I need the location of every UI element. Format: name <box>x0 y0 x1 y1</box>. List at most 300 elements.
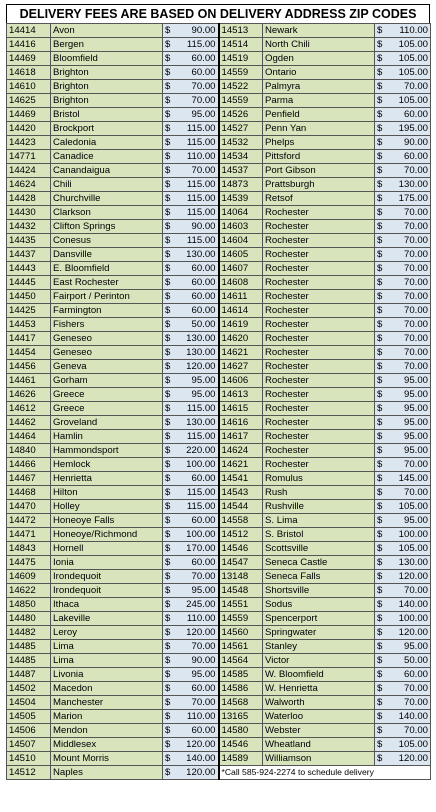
fee-cell <box>163 290 219 304</box>
city-cell: Chili <box>51 178 163 192</box>
fee-cell <box>375 262 431 276</box>
fee-amount: 115.00 <box>186 431 216 442</box>
city-cell: Greece <box>51 402 163 416</box>
currency-symbol: $ <box>377 123 383 134</box>
fee-cell <box>375 178 431 192</box>
zip-cell: 14506 <box>7 724 51 738</box>
fee-amount: 120.00 <box>398 753 428 764</box>
fee-cell <box>375 374 431 388</box>
currency-symbol: $ <box>165 319 171 330</box>
zip-cell: 14559 <box>219 66 263 80</box>
fee-amount: 175.00 <box>398 193 428 204</box>
fee-cell <box>163 528 219 542</box>
currency-symbol: $ <box>377 95 383 106</box>
city-cell: Clarkson <box>51 206 163 220</box>
city-cell: Clifton Springs <box>51 220 163 234</box>
currency-symbol: $ <box>377 235 383 246</box>
table-row <box>7 598 431 612</box>
fee-cell <box>163 682 219 696</box>
fee-amount: 60.00 <box>191 557 216 568</box>
table-row <box>7 444 431 458</box>
city-cell: Bloomfield <box>51 52 163 66</box>
city-cell: Walworth <box>263 696 375 710</box>
currency-symbol: $ <box>165 347 171 358</box>
city-cell: Romulus <box>263 472 375 486</box>
city-cell: Irondequoit <box>51 584 163 598</box>
city-cell: Phelps <box>263 136 375 150</box>
fee-cell <box>163 472 219 486</box>
fee-cell <box>375 724 431 738</box>
fee-amount: 145.00 <box>398 473 428 484</box>
fee-amount: 70.00 <box>403 165 428 176</box>
table-row <box>7 696 431 710</box>
table-row <box>7 290 431 304</box>
currency-symbol: $ <box>165 459 171 470</box>
zip-cell: 14507 <box>7 738 51 752</box>
fee-amount: 100.00 <box>398 529 428 540</box>
fee-cell <box>163 52 219 66</box>
city-cell: Marion <box>51 710 163 724</box>
fee-amount: 120.00 <box>186 767 216 778</box>
currency-symbol: $ <box>377 389 383 400</box>
city-cell: Middlesex <box>51 738 163 752</box>
fee-cell <box>163 346 219 360</box>
city-cell: Dansville <box>51 248 163 262</box>
fee-cell <box>375 52 431 66</box>
zip-cell: 14454 <box>7 346 51 360</box>
zip-cell: 14625 <box>7 94 51 108</box>
zip-cell: 14526 <box>219 108 263 122</box>
currency-symbol: $ <box>377 473 383 484</box>
zip-cell: 14606 <box>219 374 263 388</box>
fee-cell <box>375 318 431 332</box>
city-cell: Webster <box>263 724 375 738</box>
fee-amount: 100.00 <box>186 459 216 470</box>
currency-symbol: $ <box>165 739 171 750</box>
fee-cell <box>163 206 219 220</box>
currency-symbol: $ <box>377 151 383 162</box>
table-row <box>7 752 431 766</box>
table-row <box>7 486 431 500</box>
currency-symbol: $ <box>377 67 383 78</box>
city-cell: Rochester <box>263 402 375 416</box>
fee-amount: 60.00 <box>191 277 216 288</box>
zip-cell: 14603 <box>219 220 263 234</box>
fee-amount: 60.00 <box>191 67 216 78</box>
currency-symbol: $ <box>165 585 171 596</box>
sheet-title: DELIVERY FEES ARE BASED ON DELIVERY ADDRESS ZIP CODES <box>6 4 430 23</box>
fee-cell <box>163 332 219 346</box>
zip-cell: 14467 <box>7 472 51 486</box>
fee-amount: 95.00 <box>191 585 216 596</box>
zip-cell: 14617 <box>219 430 263 444</box>
city-cell: Hamlin <box>51 430 163 444</box>
fee-cell <box>163 738 219 752</box>
currency-symbol: $ <box>377 333 383 344</box>
fee-amount: 95.00 <box>403 641 428 652</box>
city-cell: Holley <box>51 500 163 514</box>
fee-cell <box>375 486 431 500</box>
fee-cell <box>375 570 431 584</box>
zip-cell: 14435 <box>7 234 51 248</box>
currency-symbol: $ <box>165 711 171 722</box>
fee-amount: 70.00 <box>403 263 428 274</box>
city-cell: Victor <box>263 654 375 668</box>
fee-amount: 90.00 <box>191 655 216 666</box>
zip-cell: 14475 <box>7 556 51 570</box>
city-cell: Waterloo <box>263 710 375 724</box>
city-cell: East Rochester <box>51 276 163 290</box>
fee-cell <box>163 150 219 164</box>
table-row <box>7 150 431 164</box>
fee-amount: 60.00 <box>403 151 428 162</box>
zip-cell: 14514 <box>219 38 263 52</box>
city-cell: Springwater <box>263 626 375 640</box>
fee-cell <box>163 318 219 332</box>
city-cell: Seneca Castle <box>263 556 375 570</box>
fee-amount: 105.00 <box>398 39 428 50</box>
city-cell: Seneca Falls <box>263 570 375 584</box>
zip-cell: 14559 <box>219 94 263 108</box>
currency-symbol: $ <box>165 137 171 148</box>
fee-amount: 120.00 <box>398 627 428 638</box>
currency-symbol: $ <box>377 739 383 750</box>
fee-cell <box>375 626 431 640</box>
fee-amount: 115.00 <box>186 123 216 134</box>
table-row <box>7 108 431 122</box>
zip-cell: 14471 <box>7 528 51 542</box>
city-cell: Hilton <box>51 486 163 500</box>
zip-cell: 14627 <box>219 360 263 374</box>
zip-cell: 14534 <box>219 150 263 164</box>
currency-symbol: $ <box>165 95 171 106</box>
fee-amount: 130.00 <box>186 333 216 344</box>
city-cell: Rochester <box>263 248 375 262</box>
fee-amount: 110.00 <box>186 151 216 162</box>
currency-symbol: $ <box>377 347 383 358</box>
fee-amount: 115.00 <box>186 403 216 414</box>
zip-cell: 14482 <box>7 626 51 640</box>
fee-amount: 115.00 <box>186 193 216 204</box>
city-cell: Mount Morris <box>51 752 163 766</box>
city-cell: Caledonia <box>51 136 163 150</box>
city-cell: Brighton <box>51 94 163 108</box>
fee-amount: 170.00 <box>186 543 216 554</box>
currency-symbol: $ <box>377 319 383 330</box>
currency-symbol: $ <box>165 669 171 680</box>
city-cell: Canandaigua <box>51 164 163 178</box>
table-row <box>7 374 431 388</box>
fee-cell <box>375 80 431 94</box>
city-cell: Geneseo <box>51 332 163 346</box>
fee-cell <box>375 500 431 514</box>
fee-amount: 70.00 <box>403 361 428 372</box>
fee-amount: 105.00 <box>398 739 428 750</box>
zip-cell: 14512 <box>219 528 263 542</box>
zip-cell: 14425 <box>7 304 51 318</box>
city-cell: Penfield <box>263 108 375 122</box>
currency-symbol: $ <box>377 753 383 764</box>
zip-cell: 14487 <box>7 668 51 682</box>
zip-cell: 14417 <box>7 332 51 346</box>
city-cell: Prattsburgh <box>263 178 375 192</box>
fee-cell <box>163 304 219 318</box>
table-row <box>7 318 431 332</box>
currency-symbol: $ <box>377 291 383 302</box>
currency-symbol: $ <box>165 277 171 288</box>
currency-symbol: $ <box>377 207 383 218</box>
fee-cell <box>163 234 219 248</box>
currency-symbol: $ <box>165 403 171 414</box>
fee-cell <box>163 402 219 416</box>
city-cell: Lima <box>51 654 163 668</box>
zip-cell: 14560 <box>219 626 263 640</box>
fee-cell <box>375 192 431 206</box>
zip-cell: 14505 <box>7 710 51 724</box>
fee-amount: 105.00 <box>398 501 428 512</box>
zip-cell: 14547 <box>219 556 263 570</box>
fee-amount: 115.00 <box>186 39 216 50</box>
fee-cell <box>163 192 219 206</box>
fee-amount: 95.00 <box>403 445 428 456</box>
zip-cell: 14548 <box>219 584 263 598</box>
fee-cell <box>375 696 431 710</box>
zip-cell: 14512 <box>7 766 51 780</box>
fee-cell <box>375 24 431 38</box>
currency-symbol: $ <box>165 81 171 92</box>
fee-amount: 70.00 <box>403 277 428 288</box>
currency-symbol: $ <box>377 445 383 456</box>
fee-amount: 95.00 <box>403 515 428 526</box>
city-cell: Ontario <box>263 66 375 80</box>
fee-amount: 70.00 <box>403 291 428 302</box>
city-cell: Shortsville <box>263 584 375 598</box>
table-row <box>7 304 431 318</box>
fee-cell <box>375 682 431 696</box>
zip-cell: 14619 <box>219 318 263 332</box>
fee-cell <box>375 122 431 136</box>
fee-amount: 60.00 <box>403 109 428 120</box>
city-cell: Williamson <box>263 752 375 766</box>
fee-cell <box>163 178 219 192</box>
table-row <box>7 276 431 290</box>
currency-symbol: $ <box>377 193 383 204</box>
currency-symbol: $ <box>165 501 171 512</box>
city-cell: Farmington <box>51 304 163 318</box>
currency-symbol: $ <box>165 165 171 176</box>
table-row <box>7 542 431 556</box>
fee-amount: 70.00 <box>403 249 428 260</box>
fee-amount: 90.00 <box>191 221 216 232</box>
currency-symbol: $ <box>377 487 383 498</box>
fee-cell <box>375 458 431 472</box>
city-cell: Fairport / Perinton <box>51 290 163 304</box>
zip-cell: 14468 <box>7 486 51 500</box>
fee-amount: 95.00 <box>191 669 216 680</box>
fee-amount: 95.00 <box>403 403 428 414</box>
fee-amount: 95.00 <box>403 431 428 442</box>
table-row <box>7 164 431 178</box>
currency-symbol: $ <box>165 249 171 260</box>
fee-cell <box>375 416 431 430</box>
city-cell: Rushville <box>263 500 375 514</box>
currency-symbol: $ <box>377 529 383 540</box>
currency-symbol: $ <box>377 501 383 512</box>
city-cell: Bergen <box>51 38 163 52</box>
zip-cell: 14608 <box>219 276 263 290</box>
fee-amount: 105.00 <box>398 95 428 106</box>
fee-cell <box>375 108 431 122</box>
currency-symbol: $ <box>165 767 171 778</box>
city-cell: E. Bloomfield <box>51 262 163 276</box>
city-cell: Penn Yan <box>263 122 375 136</box>
currency-symbol: $ <box>165 655 171 666</box>
fee-cell <box>163 360 219 374</box>
city-cell: Gorham <box>51 374 163 388</box>
zip-cell: 14464 <box>7 430 51 444</box>
fee-amount: 115.00 <box>186 207 216 218</box>
fee-cell <box>163 696 219 710</box>
fee-amount: 70.00 <box>191 571 216 582</box>
fee-cell <box>163 122 219 136</box>
zip-cell: 14502 <box>7 682 51 696</box>
city-cell: Rochester <box>263 276 375 290</box>
fee-cell <box>375 598 431 612</box>
zip-cell: 14546 <box>219 542 263 556</box>
currency-symbol: $ <box>377 81 383 92</box>
zip-cell: 14580 <box>219 724 263 738</box>
currency-symbol: $ <box>165 235 171 246</box>
currency-symbol: $ <box>165 627 171 638</box>
fee-amount: 70.00 <box>191 697 216 708</box>
currency-symbol: $ <box>165 571 171 582</box>
table-row <box>7 178 431 192</box>
currency-symbol: $ <box>377 305 383 316</box>
zip-cell: 14616 <box>219 416 263 430</box>
zip-cell: 14558 <box>219 514 263 528</box>
delivery-note: *Call 585-924-2274 to schedule delivery <box>219 766 431 780</box>
zip-cell: 14612 <box>7 402 51 416</box>
city-cell: Retsof <box>263 192 375 206</box>
city-cell: Rochester <box>263 234 375 248</box>
fee-cell <box>375 612 431 626</box>
table-row <box>7 206 431 220</box>
currency-symbol: $ <box>377 655 383 666</box>
zip-cell: 14604 <box>219 234 263 248</box>
fee-cell <box>163 500 219 514</box>
table-row <box>7 682 431 696</box>
zip-cell: 14621 <box>219 458 263 472</box>
city-cell: Irondequoit <box>51 570 163 584</box>
currency-symbol: $ <box>377 375 383 386</box>
city-cell: Wheatland <box>263 738 375 752</box>
zip-cell: 14607 <box>219 262 263 276</box>
fee-cell <box>375 584 431 598</box>
table-row <box>7 654 431 668</box>
zip-cell: 14445 <box>7 276 51 290</box>
zip-cell: 14585 <box>219 668 263 682</box>
city-cell: Rochester <box>263 220 375 234</box>
zip-cell: 14539 <box>219 192 263 206</box>
zip-cell: 14430 <box>7 206 51 220</box>
table-row <box>7 738 431 752</box>
zip-cell: 14522 <box>219 80 263 94</box>
currency-symbol: $ <box>377 711 383 722</box>
fee-cell <box>163 94 219 108</box>
fee-amount: 70.00 <box>191 641 216 652</box>
city-cell: Sodus <box>263 598 375 612</box>
fee-cell <box>375 402 431 416</box>
currency-symbol: $ <box>377 683 383 694</box>
fee-cell <box>375 346 431 360</box>
city-cell: Rush <box>263 486 375 500</box>
currency-symbol: $ <box>165 445 171 456</box>
fee-cell <box>375 542 431 556</box>
city-cell: Ionia <box>51 556 163 570</box>
fee-cell <box>163 556 219 570</box>
zip-cell: 14609 <box>7 570 51 584</box>
zip-cell: 14537 <box>219 164 263 178</box>
fee-cell <box>375 220 431 234</box>
fee-cell <box>163 640 219 654</box>
city-cell: Rochester <box>263 290 375 304</box>
fee-amount: 70.00 <box>403 221 428 232</box>
fee-cell <box>375 738 431 752</box>
zip-cell: 14564 <box>219 654 263 668</box>
table-row <box>7 38 431 52</box>
city-cell: Honeoye Falls <box>51 514 163 528</box>
fee-amount: 105.00 <box>398 67 428 78</box>
fee-amount: 70.00 <box>191 95 216 106</box>
table-row <box>7 430 431 444</box>
zip-cell: 14485 <box>7 640 51 654</box>
fee-amount: 110.00 <box>186 711 216 722</box>
zip-cell: 14611 <box>219 290 263 304</box>
city-cell: Stanley <box>263 640 375 654</box>
currency-symbol: $ <box>165 613 171 624</box>
table-row <box>7 416 431 430</box>
zip-cell: 14443 <box>7 262 51 276</box>
fee-amount: 70.00 <box>403 585 428 596</box>
fee-cell <box>163 220 219 234</box>
fee-cell <box>163 710 219 724</box>
fee-amount: 120.00 <box>398 571 428 582</box>
currency-symbol: $ <box>377 221 383 232</box>
currency-symbol: $ <box>165 333 171 344</box>
city-cell: Rochester <box>263 374 375 388</box>
currency-symbol: $ <box>377 361 383 372</box>
table-row <box>7 668 431 682</box>
zip-cell: 14420 <box>7 122 51 136</box>
fee-cell <box>375 430 431 444</box>
fee-amount: 70.00 <box>403 319 428 330</box>
fee-amount: 60.00 <box>403 669 428 680</box>
zip-cell: 14586 <box>219 682 263 696</box>
fee-cell <box>163 374 219 388</box>
zip-cell: 14843 <box>7 542 51 556</box>
zip-cell: 14424 <box>7 164 51 178</box>
fee-amount: 60.00 <box>191 683 216 694</box>
table-row <box>7 570 431 584</box>
city-cell: Churchville <box>51 192 163 206</box>
fee-amount: 60.00 <box>191 725 216 736</box>
currency-symbol: $ <box>165 515 171 526</box>
fee-amount: 70.00 <box>403 333 428 344</box>
currency-symbol: $ <box>377 39 383 50</box>
currency-symbol: $ <box>165 389 171 400</box>
fee-cell <box>163 66 219 80</box>
fee-amount: 60.00 <box>191 291 216 302</box>
